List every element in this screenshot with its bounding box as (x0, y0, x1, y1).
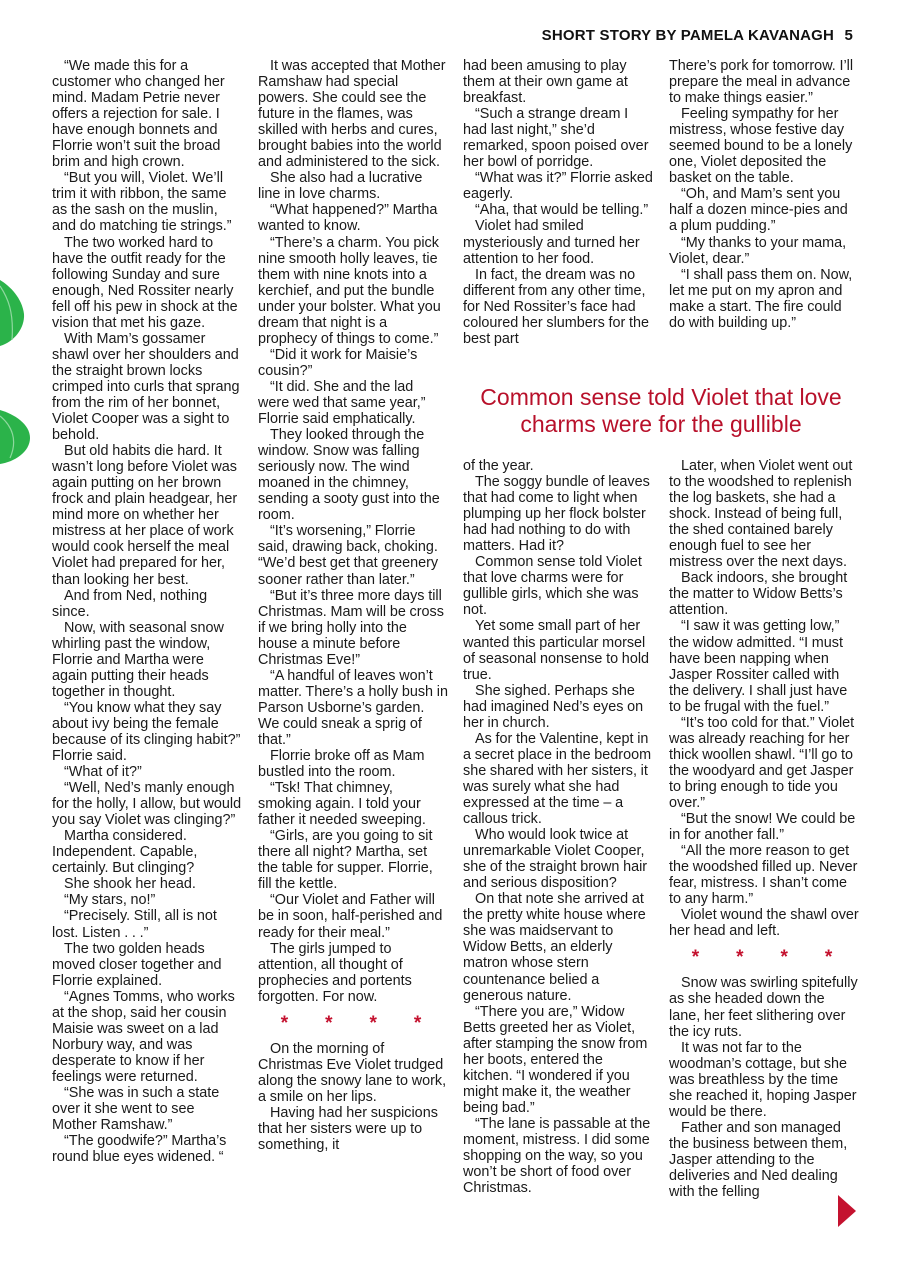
text-column-3-bottom (463, 458, 653, 1196)
paragraph: “It did. She and the lad were wed that same year,” Florrie said emphatically. (258, 378, 426, 428)
text-column-3-top (463, 58, 653, 347)
paragraph: Who would look twice at unremarkable Violet Cooper, she of the straight brown hair and serious disposition? (463, 827, 648, 892)
paragraph: Florrie broke off as Mam bustled into the room. (258, 748, 425, 781)
paragraph: “But you will, Violet. We’ll trim it with ribbon, the same as the sash on the muslin, and do matching tie strings.” (52, 170, 232, 235)
paragraph: “I saw it was getting low,” the widow admitted. “I must have been napping when Jasper Rossiter called with the delivery. I shall just have to be frugal with the fuel.” (669, 618, 848, 715)
paragraph: “It’s worsening,” Florrie said, drawing back, choking. “We’d best get that greenery sooner rather than later.” (258, 523, 439, 588)
paragraph: She also had a lucrative line in love charms. (258, 170, 423, 203)
paragraph: “What of it?” (64, 764, 142, 781)
text-column-4-bottom (669, 458, 859, 1200)
paragraph: “Such a strange dream I had last night,” she’d remarked, spoon poised over her bowl of porridge. (463, 106, 649, 171)
paragraph: They looked through the window. Snow was falling seriously now. The wind moaned in the chimney, sending a sooty gust into the room. (258, 427, 440, 524)
paragraph: “Well, Ned’s manly enough for the holly, I allow, but would you say Violet was clinging?” (52, 780, 242, 829)
paragraph: of the year. (463, 458, 534, 474)
paragraph: She sighed. Perhaps she had imagined Ned’s eyes on her in church. (463, 682, 644, 731)
paragraph: Back indoors, she brought the matter to Widow Betts’s attention. (669, 570, 848, 619)
paragraph: “Our Violet and Father will be in soon, half-perished and ready for their meal.” (258, 892, 443, 941)
paragraph: “Aha, that would be telling.” (475, 202, 649, 219)
paragraph: “There’s a charm. You pick nine smooth holly leaves, tie them with nine knots into a kerchief, and put the bundle under your bolster. What you dream that night is a prophecy of things to come.” (258, 234, 441, 347)
paragraph: Martha considered. Independent. Capable, certainly. But clinging? (52, 828, 198, 877)
paragraph: On that note she arrived at the pretty white house where she was maidservant to Widow Betts, an elderly matron whose stern countenance belied a generous nature. (463, 891, 646, 1004)
paragraph: She shook her head. (64, 876, 196, 893)
paragraph: Yet some small part of her wanted this particular morsel of seasonal nonsense to hold true. (463, 618, 650, 683)
paragraph: The two golden heads moved closer together and Florrie explained. (52, 940, 222, 989)
paragraph: “But it’s three more days till Christmas. Mam will be cross if we bring holly into the house a minute before Christmas Eve!” (258, 587, 444, 668)
paragraph: As for the Valentine, kept in a secret place in the bedroom she shared with her sisters, it was surely what she had expressed at the time – a callous trick. (463, 730, 652, 828)
paragraph: “The lane is passable at the moment, mistress. I did some shopping on the way, so you won’t be short of food over Christmas. (463, 1115, 651, 1197)
paragraph: “It’s too cold for that.” Violet was already reaching for her thick woollen shawl. “I’ll go to the woodyard and get Jasper to bring enough to tide you over.” (669, 714, 855, 811)
paragraph: “You know what they say about ivy being the female because of its clinging habit?” Florrie said. (52, 699, 241, 765)
paragraph: “My stars, no!” (64, 892, 156, 909)
paragraph: “What happened?” Martha wanted to know. (258, 202, 438, 235)
page-header (542, 27, 853, 44)
paragraph: Having had her suspicions that her sisters were up to something, it (258, 1104, 438, 1154)
paragraph: “She was in such a state over it she went to see Mother Ramshaw.” (52, 1085, 220, 1134)
paragraph: “A handful of leaves won’t matter. There’s a holly bush in Parson Usborne’s garden. We could sneak a sprig of that.” (258, 667, 448, 748)
paragraph: “Tsk! That chimney, smoking again. I told your father it needed sweeping. (258, 780, 426, 829)
next-page-arrow-icon[interactable] (838, 1195, 856, 1227)
paragraph: Feeling sympathy for her mistress, whose festive day seemed bound to be a lonely one, Violet deposited the basket on the table. (669, 106, 853, 187)
paragraph: There’s pork for tomorrow. I’ll prepare the meal in advance to make things easier.” (669, 58, 854, 107)
paragraph: Violet wound the shawl over her head and left. (669, 907, 859, 940)
paragraph: The soggy bundle of leaves that had come to light when plumping up her flock bolster had had nothing to do with matters. Had it? (463, 474, 650, 555)
text-column-4-top (669, 58, 859, 331)
text-column-1 (52, 58, 242, 1165)
paragraph: But old habits die hard. It wasn’t long before Violet was again putting on her brown frock and plain headgear, her mind more on whether her mistress at her place of work would cook herself the meal Violet had prepared for her, than looking her best. (52, 443, 238, 588)
paragraph: Common sense told Violet that love charms were for gullible girls, which she was not. (463, 554, 642, 619)
paragraph: “Agnes Tomms, who works at the shop, said her cousin Maisie was sweet on a lad Norbury way, and was desperate to know if her feelings were returned. (52, 988, 235, 1085)
paragraph: “The goodwife?” Martha’s round blue eyes widened. “ (52, 1133, 227, 1166)
text-column-2 (258, 58, 448, 1153)
paragraph: “Girls, are you going to sit there all night? Martha, set the table for supper. Florrie, fill the kettle. (258, 828, 433, 893)
paragraph: had been amusing to play them at their own game at breakfast. (463, 58, 628, 107)
paragraph: It was not far to the woodman’s cottage, but she was breathless by the time she reached it, hoping Jasper would be there. (669, 1039, 857, 1120)
paragraph: The girls jumped to attention, all thought of prophecies and portents forgotten. For now. (258, 940, 412, 1005)
paragraph: “I shall pass them on. Now, let me put on my apron and make a start. The fire could do with building up.” (669, 266, 853, 331)
pull-quote: Common sense told Violet that love charms were for the gullible (480, 384, 842, 437)
paragraph: “Oh, and Mam’s sent you half a dozen mince-pies and a plum pudding.” (669, 186, 848, 235)
paragraph: Father and son managed the business between them, Jasper attending to the deliveries and Ned dealing with the felling (669, 1119, 848, 1201)
paragraph: Later, when Violet went out to the woodshed to replenish the log baskets, she had a shock. Instead of being full, the shed contained barely enough fuel to see her mistress over the next days. (669, 458, 853, 571)
paragraph: With Mam’s gossamer shawl over her shoulders and the straight brown locks crimped into curls that sprang from the rim of her bonnet, Violet Cooper was a sight to behold. (52, 330, 240, 444)
paragraph: On the morning of Christmas Eve Violet trudged along the snowy lane to work, a smile on her lips. (258, 1040, 447, 1105)
paragraph: The two worked hard to have the outfit ready for the following Sunday and sure enough, Ned Rossiter nearly fell off his pew in shock at the vision that met his gaze. (52, 234, 238, 331)
paragraph: It was accepted that Mother Ramshaw had special powers. She could see the future in the flames, was skilled with herbs and cures, brought babies into the world and administered to the sick. (258, 58, 446, 171)
holly-leaf-icon (0, 278, 26, 348)
paragraph: “There you are,” Widow Betts greeted her as Violet, after stamping the snow from her boots, entered the kitchen. “I wondered if you might make it, the weather being bad.” (463, 1003, 648, 1116)
holly-leaf-icon (0, 410, 32, 464)
paragraph: Now, with seasonal snow whirling past the window, Florrie and Martha were again putting their heads together in thought. (52, 619, 224, 700)
page-number: 5 (844, 27, 853, 44)
paragraph: Violet had smiled mysteriously and turned her attention to her food. (463, 218, 640, 267)
paragraph: “Did it work for Maisie’s cousin?” (258, 346, 418, 379)
paragraph: In fact, the dream was no different from any other time, for Ned Rossiter’s face had coloured her slumbers for the best part (463, 266, 649, 347)
section-break-stars: * * * * (280, 1012, 438, 1034)
paragraph: “But the snow! We could be in for another fall.” (669, 811, 856, 844)
paragraph: And from Ned, nothing since. (52, 587, 208, 620)
paragraph: Snow was swirling spitefully as she headed down the lane, her feet slithering over the icy ruts. (669, 975, 858, 1040)
paragraph: “My thanks to your mama, Violet, dear.” (669, 234, 847, 267)
paragraph: “We made this for a customer who changed her mind. Madam Petrie never offers a rejection for sale. I have enough bonnets and Florrie won’t suit the broad brim and high crown. (52, 58, 225, 171)
section-break-stars: * * * * (691, 947, 849, 969)
story-byline: SHORT STORY BY PAMELA KAVANAGH (541, 27, 835, 44)
paragraph: “Precisely. Still, all is not lost. Listen . . .” (52, 908, 217, 941)
paragraph: “All the more reason to get the woodshed filled up. Never fear, mistress. I shan’t come to any harm.” (669, 843, 858, 908)
paragraph: “What was it?” Florrie asked eagerly. (463, 170, 653, 203)
